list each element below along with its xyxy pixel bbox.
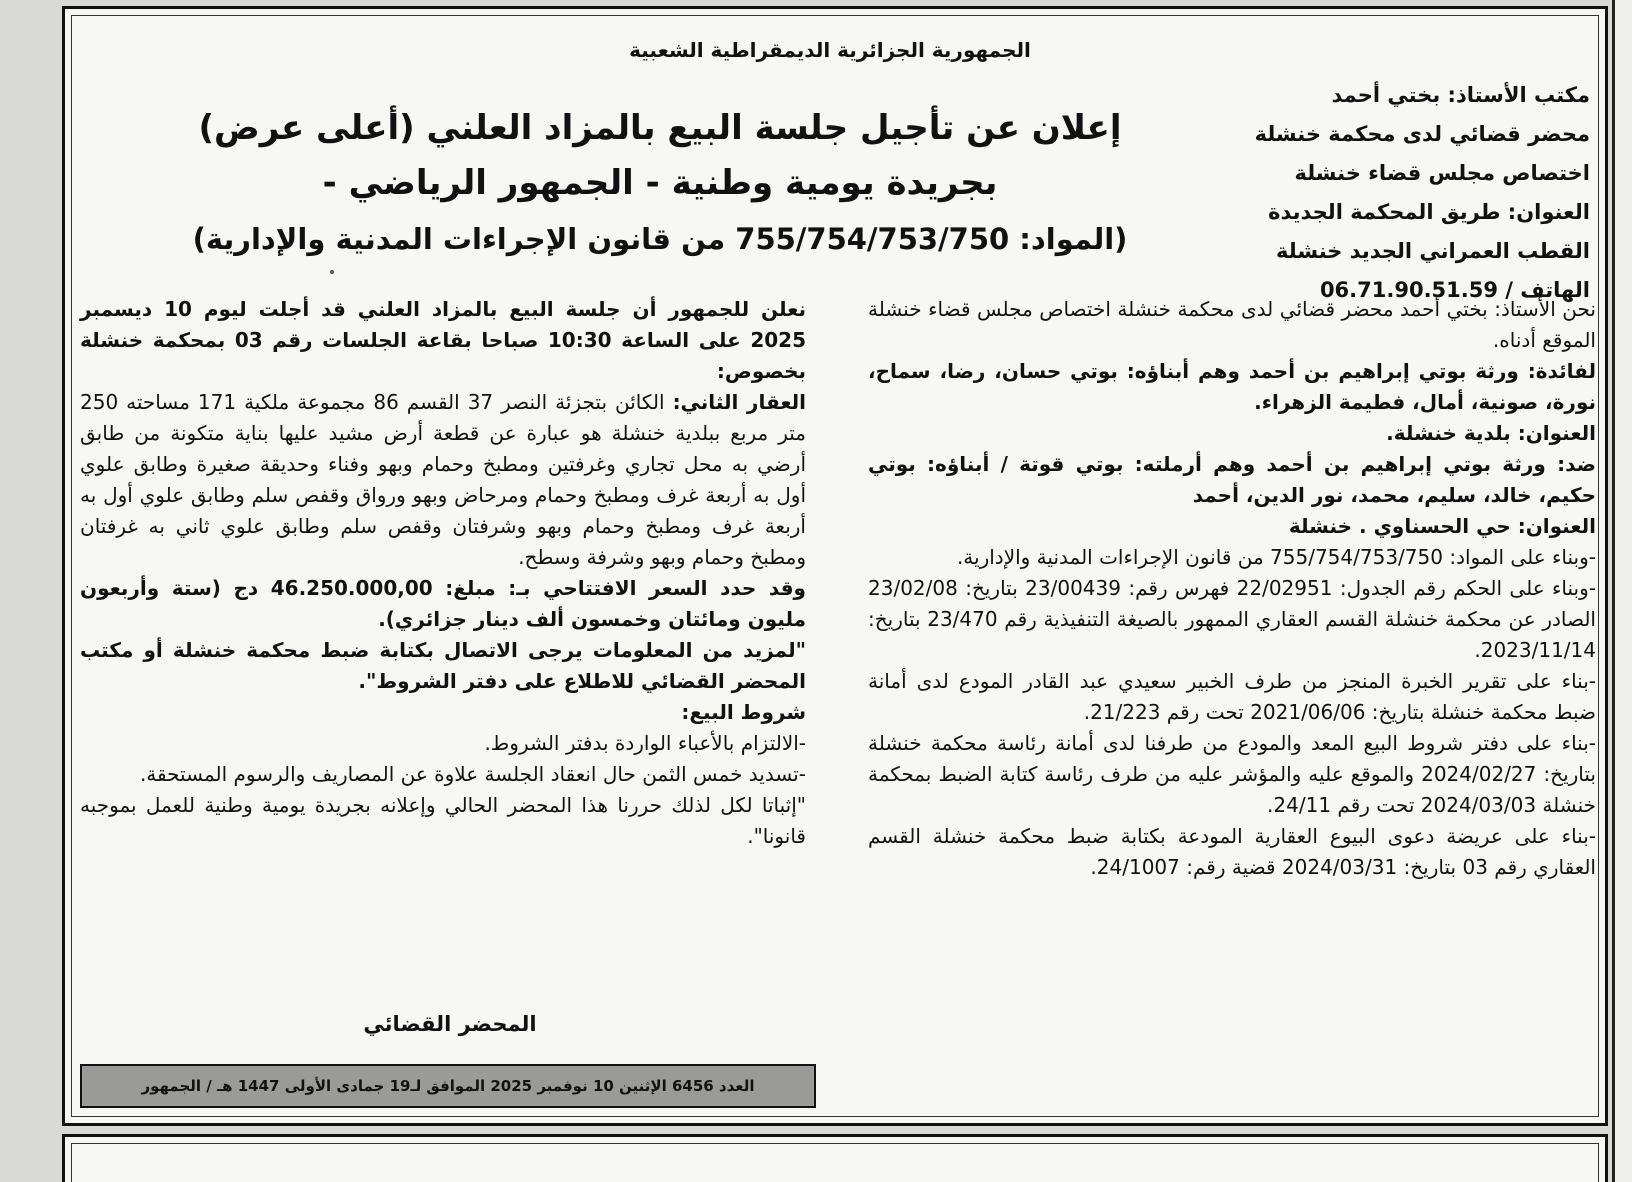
- notice-title: [160, 102, 1160, 266]
- property-description: الكائن بتجزئة النصر 37 القسم 86 مجموعة ملكية 171 مساحته 250 متر مربع ببلدية خنشلة هو عبارة عن قطعة أرض مشيد عليها بناية متكونة من طابق أرضي به محل تجاري وغرفتين ومطبخ وحمام وبهو وفناء وحديقة صغيرة وطابق علوي أول به أربعة غرف ومطبخ وحمام ومرحاض وبهو ورواق وقفص سلم وطابق علوي أول به أربعة غرف ومطبخ وحمام وبهو وشرفتان وقفص سلم وطابق علوي ثاني به غرفتان ومطبخ وحمام وبهو وشرفة وسطح.: [80, 390, 806, 569]
- property-label: العقار الثاني:: [672, 390, 806, 414]
- title-line-2: بجريدة يومية وطنية - الجمهور الرياضي -: [322, 163, 998, 203]
- paragraph: -بناء على دفتر شروط البيع المعد والمودع من طرفنا لدى أمانة رئاسة محكمة خنشلة بتاريخ: 2024/02/27 والموقع عليه والمؤشر عليه من طرف رئاسة كتابة الضبط بمحكمة خنشلة 2024/03/03 تحت رقم 24/11.: [868, 731, 1596, 817]
- title-line-3: (المواد: 755/754/753/750 من قانون الإجراءات المدنية والإدارية): [192, 222, 1128, 256]
- paragraph: -وبناء على المواد: 755/754/753/750 من قانون الإجراءات المدنية والإدارية.: [956, 545, 1596, 569]
- next-notice-edge: [62, 1134, 1608, 1182]
- office-line: اختصاص مجلس قضاء خنشلة: [1294, 161, 1590, 185]
- bailiff-office-block: [1200, 76, 1590, 310]
- office-line: محضر قضائي لدى محكمة خنشلة: [1254, 122, 1590, 146]
- office-phone: الهاتف / 06.71.90.51.59: [1319, 278, 1590, 302]
- office-line: القطب العمراني الجديد خنشلة: [1276, 239, 1590, 263]
- paragraph-address: العنوان: حي الحسناوي . خنشلة: [1288, 514, 1596, 538]
- sale-condition: -تسديد خمس الثمن حال انعقاد الجلسة علاوة عن المصاريف والرسوم المستحقة.: [139, 762, 806, 786]
- next-notice-inner: [71, 1143, 1599, 1182]
- office-line: مكتب الأستاذ: بختي أحمد: [1331, 83, 1590, 107]
- paragraph-address: العنوان: بلدية خنشلة.: [1386, 421, 1596, 445]
- left-column: [80, 294, 806, 852]
- paragraph-property: [80, 387, 806, 573]
- paragraph: -وبناء على الحكم رقم الجدول: 22/02951 فهرس رقم: 23/00439 بتاريخ: 23/02/08 الصادر عن محكمة خنشلة القسم العقاري الممهور بالصيغة التنفيذية رقم 23/470 بتاريخ: 2023/11/14.: [868, 576, 1596, 662]
- print-speck: [330, 270, 334, 274]
- right-column: [868, 294, 1596, 883]
- paragraph: -بناء على تقرير الخبرة المنجز من طرف الخبير سعيدي عبد القادر المودع لدى أمانة ضبط محكمة خنشلة بتاريخ: 2021/06/06 تحت رقم 21/223.: [868, 669, 1596, 724]
- issue-footer: العدد 6456 الإثنين 10 نوفمبر 2025 الموافق لـ19 جمادى الأولى 1447 هـ / الجمهور: [80, 1064, 816, 1108]
- sale-condition: -الالتزام بالأعباء الواردة بدفتر الشروط.: [484, 731, 806, 755]
- paragraph: -بناء على عريضة دعوى البيوع العقارية المودعة بكتابة ضبط محكمة خنشلة القسم العقاري رقم 03 بتاريخ: 2024/03/31 قضية رقم: 24/1007.: [868, 824, 1596, 879]
- office-line: العنوان: طريق المحكمة الجديدة: [1268, 200, 1590, 224]
- sale-conditions-heading: شروط البيع:: [681, 700, 806, 724]
- paragraph-price: وقد حدد السعر الافتتاحي بـ: مبلغ: 46.250.000,00 دج (ستة وأربعون مليون ومائتان وخمسون ألف دينار جزائري).: [80, 576, 806, 631]
- paragraph-info: "لمزيد من المعلومات يرجى الاتصال بكتابة ضبط محكمة خنشلة أو مكتب المحضر القضائي للاطلاع على دفتر الشروط".: [80, 638, 806, 693]
- paragraph-against: ضد: ورثة بوتي إبراهيم بن أحمد وهم أرملته: بوتي قوتة / أبناؤه: بوتي حكيم، خالد، سليم، محمد، نور الدين، أحمد: [868, 452, 1596, 507]
- page-edge: [1612, 0, 1632, 1182]
- paragraph-announcement: نعلن للجمهور أن جلسة البيع بالمزاد العلني قد أجلت ليوم 10 ديسمبر 2025 على الساعة 10:30 صباحا بقاعة الجلسات رقم 03 بمحكمة خنشلة بخصوص:: [80, 297, 806, 383]
- republic-header: الجمهورية الجزائرية الديمقراطية الشعبية: [629, 38, 1031, 62]
- paragraph: نحن الأستاذ: بختي أحمد محضر قضائي لدى محكمة خنشلة اختصاص مجلس قضاء خنشلة الموقع أدناه.: [868, 297, 1596, 352]
- title-line-1: إعلان عن تأجيل جلسة البيع بالمزاد العلني (أعلى عرض): [198, 108, 1122, 148]
- paragraph-closing: "إثباتا لكل لذلك حررنا هذا المحضر الحالي وإعلانه بجريدة يومية وطنية للعمل بموجبه قانونا".: [80, 793, 806, 848]
- signature: المحضر القضائي: [363, 1012, 537, 1036]
- paragraph-beneficiary: لفائدة: ورثة بوتي إبراهيم بن أحمد وهم أبناؤه: بوتي حسان، رضا، سماح، نورة، صونية، أمال، فطيمة الزهراء.: [868, 359, 1596, 414]
